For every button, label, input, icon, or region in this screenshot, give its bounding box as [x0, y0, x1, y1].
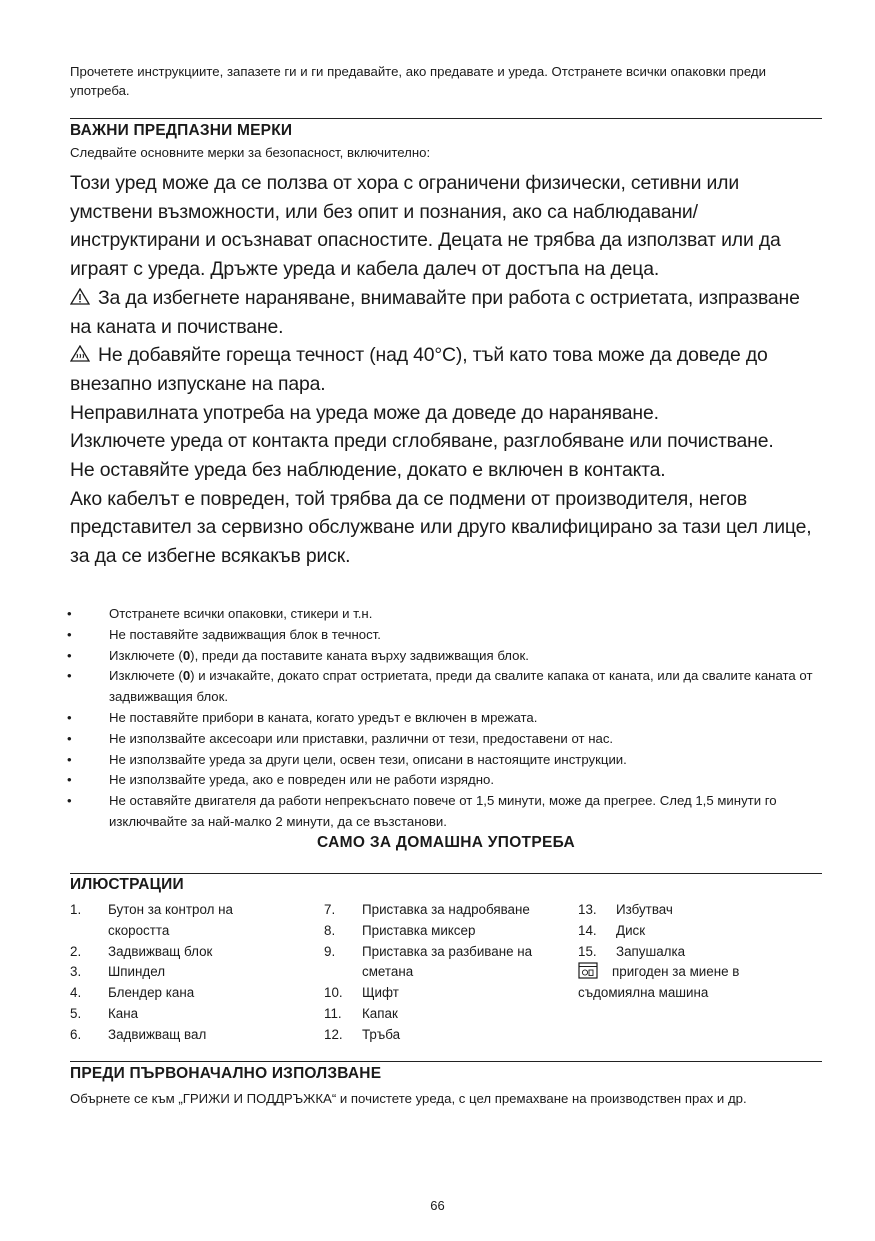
list-item	[70, 1025, 280, 1046]
safety-subtitle: Следвайте основните мерки за безопасност, включително:	[70, 145, 431, 160]
warning-triangle-icon	[70, 288, 90, 305]
item-label: Кана	[108, 1005, 139, 1021]
list-item: • Не използвайте уреда за други цели, освен тези, описани в настоящите инструкции.	[70, 750, 822, 771]
item-number: 11.	[324, 1005, 342, 1021]
item-number: 5.	[70, 1005, 82, 1021]
list-item: • Отстранете всички опаковки, стикери и т.н.	[70, 604, 822, 625]
list-item	[70, 900, 280, 942]
list-item	[578, 900, 818, 921]
item-label: Задвижващ вал	[108, 1026, 207, 1042]
list-item	[70, 942, 280, 963]
list-item: • Изключете (0), преди да поставите каната върху задвижващия блок.	[70, 646, 822, 667]
item-label: Тръба	[362, 1026, 401, 1042]
intro-text: Прочетете инструкциите, запазете ги и ги предавайте, ако предавате и уреда. Отстранете всички опаковки преди употреба.	[70, 64, 766, 98]
safety-warning-hot-liquid	[70, 341, 825, 398]
item-label: Приставка за разбиване на сметана	[362, 943, 533, 980]
item-label: Блендер кана	[108, 985, 195, 1001]
safety-main-text	[70, 169, 825, 571]
before-first-use-heading: ПРЕДИ ПЪРВОНАЧАЛНО ИЗПОЛЗВАНЕ	[70, 1065, 382, 1082]
illustrations-column-2	[324, 900, 579, 1046]
dishwasher-text: пригоден за миене в съдомиялна машина	[578, 964, 740, 1001]
warning-blades-text: За да избегнете нараняване, внимавайте при работа с остриетата, изпразване на каната и почистване.	[70, 286, 800, 338]
item-number: 13.	[578, 902, 597, 917]
item-number: 6.	[70, 1026, 82, 1042]
list-item	[324, 921, 579, 942]
safety-paragraph: Не оставяйте уреда без наблюдение, докато е включен в контакта.	[70, 459, 666, 482]
item-number: 2.	[70, 943, 82, 959]
list-item: • Изключете (0) и изчакайте, докато спрат остриетата, преди да свалите капака от каната, или да свалите каната от задвижващия блок.	[70, 666, 822, 708]
item-label: Диск	[616, 922, 646, 938]
item-number: 4.	[70, 985, 82, 1001]
before-first-use-text: Обърнете се към „ГРИЖИ И ПОДДРЪЖКА“ и почистете уреда, с цел премахване на производствен прах и др.	[70, 1091, 747, 1106]
safety-heading: ВАЖНИ ПРЕДПАЗНИ МЕРКИ	[70, 122, 293, 139]
item-number: 10.	[324, 985, 343, 1001]
off-position-label: 0	[182, 668, 191, 684]
item-label: Запушалка	[616, 943, 686, 959]
list-item: • Не използвайте уреда, ако е повреден или не работи изрядно.	[70, 770, 822, 791]
item-label: Бутон за контрол на скоростта	[108, 902, 234, 938]
item-number: 12.	[324, 1026, 343, 1042]
item-label: Капак	[362, 1005, 398, 1021]
safety-paragraph: Неправилната употреба на уреда може да доведе до нараняване.	[70, 401, 659, 424]
section-divider	[70, 873, 822, 874]
warning-hot-liquid-text: Не добавяйте гореща течност (над 40°C), тъй като това може да доведе до внезапно изпускане на пара.	[70, 344, 768, 395]
item-number: 14.	[578, 922, 597, 938]
item-label: Шпиндел	[108, 964, 166, 980]
section-divider	[70, 1061, 822, 1062]
item-number: 1.	[70, 902, 82, 917]
safety-paragraph: Този уред може да се ползва от хора с ограничени физически, сетивни или умствени възможности, или без опит и познания, ако са наблюдавани/инструктирани и осъзнават опасностите. Децата не трябва да използват или да играят с уреда. Дръжте уреда и кабела далеч от достъпа на деца.	[70, 172, 781, 281]
illustrations-heading: ИЛЮСТРАЦИИ	[70, 876, 184, 893]
dishwasher-safe-icon	[578, 962, 598, 979]
item-label: Избутвач	[616, 902, 673, 917]
hot-liquid-warning-icon	[70, 345, 90, 362]
list-item	[70, 983, 280, 1004]
page-number: 66	[430, 1198, 445, 1213]
safety-bullet-list	[70, 604, 822, 833]
household-use-only: САМО ЗА ДОМАШНА УПОТРЕБА	[317, 834, 575, 851]
item-label: Приставка миксер	[362, 922, 476, 938]
item-number: 9.	[324, 943, 336, 959]
item-number: 15.	[578, 943, 597, 959]
item-number: 8.	[324, 922, 336, 938]
list-item	[324, 1004, 579, 1025]
illustrations-column-1	[70, 900, 280, 1046]
list-item	[324, 942, 579, 984]
list-item: • Не оставяйте двигателя да работи непрекъснато повече от 1,5 минути, може да прегрее. След 1,5 минути го изключвайте за най-малко 2 минути, да се възстанови.	[70, 791, 822, 833]
illustrations-column-3	[578, 900, 818, 1004]
list-item: • Не използвайте аксесоари или приставки, различни от тези, предоставени от нас.	[70, 729, 822, 750]
list-item	[70, 1004, 280, 1025]
dishwasher-note	[578, 962, 818, 1004]
list-item	[324, 983, 579, 1004]
item-number: 3.	[70, 964, 82, 980]
list-item	[324, 1025, 579, 1046]
list-item: • Не поставяйте задвижващия блок в течност.	[70, 625, 822, 646]
section-divider	[70, 118, 822, 119]
list-item	[324, 900, 579, 921]
item-label: Задвижващ блок	[108, 943, 213, 959]
item-label: Приставка за надробяване	[362, 902, 530, 917]
safety-warning-blades	[70, 284, 825, 341]
safety-paragraph: Изключете уреда от контакта преди сглобяване, разглобяване или почистване.	[70, 430, 774, 453]
list-item: • Не поставяйте прибори в каната, когато уредът е включен в мрежата.	[70, 708, 822, 729]
off-position-label: 0	[182, 647, 191, 663]
safety-paragraph: Ако кабелът е повреден, той трябва да се подмени от производителя, негов представител за сервизно обслужване или друго квалифицирано за тази цел лице, за да се избегне всякакъв риск.	[70, 487, 812, 568]
list-item	[578, 942, 818, 963]
list-item	[70, 962, 280, 983]
item-label: Щифт	[362, 985, 399, 1001]
item-number: 7.	[324, 902, 336, 917]
list-item	[578, 921, 818, 942]
